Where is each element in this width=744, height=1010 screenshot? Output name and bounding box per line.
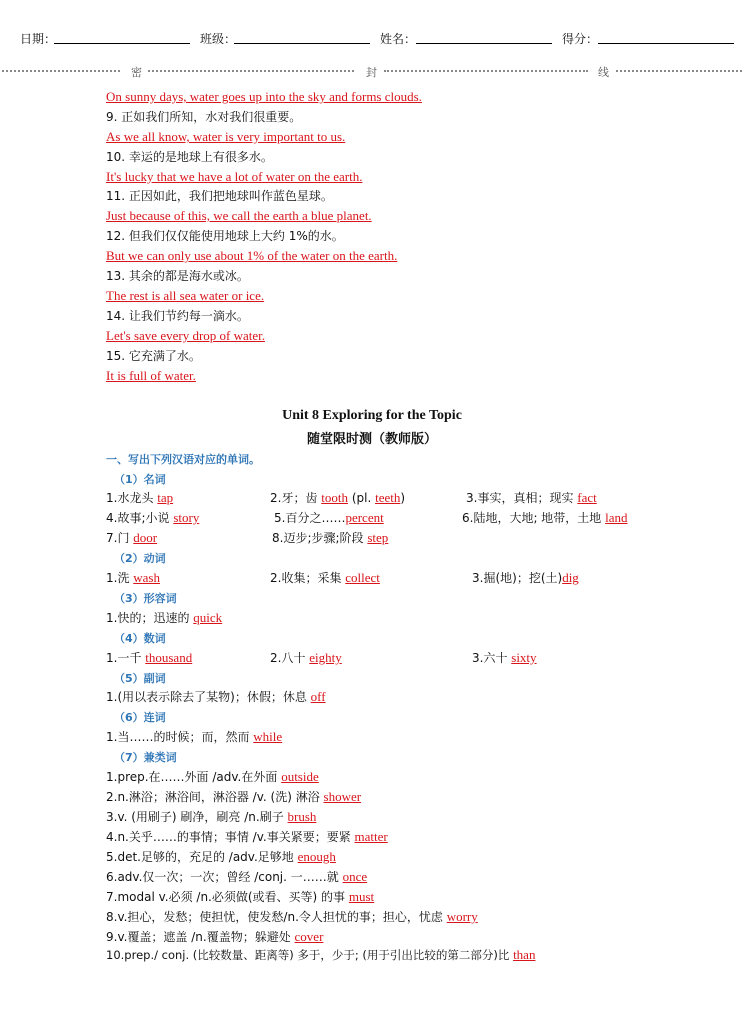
- vocab-item: [106, 947, 535, 963]
- item-prompt: 2.八十: [270, 651, 310, 665]
- item-answer: land: [605, 510, 628, 525]
- section-heading: 一、写出下列汉语对应的单词。: [106, 453, 260, 466]
- item-answer: tooth: [321, 490, 348, 505]
- vocab-item: [106, 908, 478, 925]
- translation-answer: [106, 368, 196, 384]
- translation-prompt: 15. 它充满了水。: [106, 349, 201, 363]
- category-adverb: （5）副词: [114, 672, 166, 685]
- translation-answer: [106, 169, 362, 185]
- translation-prompt: 13. 其余的都是海水或冰。: [106, 269, 249, 283]
- item-answer: must: [348, 889, 375, 904]
- vocab-item: [270, 489, 405, 506]
- item-answer: outside: [281, 769, 319, 784]
- date-field[interactable]: [54, 43, 190, 44]
- answer-text: On sunny days, water goes up into the sky and forms clouds.: [106, 89, 422, 104]
- item-answer: collect: [345, 570, 380, 585]
- answer-text: The rest is all sea water or ice.: [106, 288, 265, 303]
- item-prompt: 5.det.足够的，充足的 /adv.足够地: [106, 850, 298, 864]
- item-prompt: 1.水龙头: [106, 491, 158, 505]
- vocab-item: [270, 569, 380, 586]
- translation-answer: [106, 328, 265, 344]
- translation-prompt: 10. 幸运的是地球上有很多水。: [106, 150, 273, 164]
- category-verb: （2）动词: [114, 552, 166, 565]
- item-answer: door: [133, 530, 158, 545]
- item-answer: wash: [133, 570, 160, 585]
- item-prompt: 1.prep.在……外面 /adv.在外面: [106, 770, 282, 784]
- item-prompt: 10.prep./ conj. (比较数量、距离等) 多于，少于; (用于引出比较的第二部分)比: [106, 948, 514, 962]
- answer-text: Let's save every drop of water.: [106, 328, 266, 343]
- item-prompt: 2.n.淋浴；淋浴间，淋浴器 /v. (洗) 淋浴: [106, 790, 324, 804]
- vocab-item: [106, 509, 199, 526]
- translation-answer: [106, 208, 372, 224]
- item-prompt: 8.迈步;步骤;阶段: [272, 531, 368, 545]
- exam-header: [0, 30, 744, 50]
- unit-title: Unit 8 Exploring for the Topic: [282, 408, 462, 423]
- vocab-item: [106, 569, 160, 586]
- item-prompt: 9.v.覆盖；遮盖 /n.覆盖物；躲避处: [106, 930, 295, 944]
- category-conjunction: （6）连词: [114, 711, 166, 724]
- item-answer: worry: [446, 909, 478, 924]
- item-answer: fact: [577, 490, 597, 505]
- score-label: 得分：: [562, 32, 599, 46]
- vocab-item: [106, 529, 157, 546]
- vocab-item: [106, 928, 323, 945]
- item-prompt: 2.牙；齿: [270, 491, 322, 505]
- item-answer: sixty: [511, 650, 537, 665]
- item-answer: tap: [157, 490, 174, 505]
- translation-answer: [106, 288, 264, 304]
- item-prompt: 1.洗: [106, 571, 134, 585]
- item-answer: shower: [323, 789, 362, 804]
- item-answer: than: [513, 947, 536, 962]
- item-prompt: 5.百分之……: [274, 511, 346, 525]
- item-answer: brush: [287, 809, 317, 824]
- vocab-item: [106, 848, 336, 865]
- vocab-item: [462, 509, 628, 526]
- item-prompt: 1.快的；迅速的: [106, 611, 194, 625]
- translation-prompt: 14. 让我们节约每一滴水。: [106, 309, 249, 323]
- vocab-item: [274, 509, 384, 526]
- item-answer: enough: [297, 849, 336, 864]
- seal-line: [0, 64, 744, 78]
- vocab-item: [472, 569, 579, 586]
- item-prompt: 3.事实，真相；现实: [466, 491, 578, 505]
- item-answer: off: [310, 689, 326, 704]
- item-answer: cover: [294, 929, 324, 944]
- seal-char-3: 线: [598, 66, 609, 79]
- date-label: 日期：: [20, 32, 57, 46]
- answer-text: But we can only use about 1% of the water on the earth.: [106, 248, 398, 263]
- category-noun: （1）名词: [114, 473, 166, 486]
- answer-text: Just because of this, we call the earth a blue planet.: [106, 208, 372, 223]
- name-field[interactable]: [416, 43, 552, 44]
- seal-char-1: 密: [131, 66, 142, 79]
- vocab-item: [106, 888, 374, 905]
- item-prompt: 2.收集；采集: [270, 571, 346, 585]
- vocab-item: [106, 788, 361, 805]
- vocab-item: [466, 489, 597, 506]
- item-prompt: 6.陆地，大地; 地带，土地: [462, 511, 606, 525]
- class-label: 班级：: [200, 32, 237, 46]
- item-answer: while: [253, 729, 283, 744]
- item-prompt: 1.当……的时候；而，然而: [106, 730, 254, 744]
- class-field[interactable]: [234, 43, 370, 44]
- translation-answer: [106, 129, 345, 145]
- item-prompt: 7.门: [106, 531, 134, 545]
- vocab-item: [106, 649, 192, 666]
- translation-prompt: 9. 正如我们所知，水对我们很重要。: [106, 110, 302, 124]
- item-prompt: 1.一千: [106, 651, 146, 665]
- seal-divider: [616, 70, 742, 72]
- vocab-item: [106, 688, 326, 705]
- item-answer: thousand: [145, 650, 193, 665]
- category-multi: （7）兼类词: [114, 751, 177, 764]
- vocab-item: [106, 489, 173, 506]
- item-answer: step: [367, 530, 389, 545]
- answer-text: It's lucky that we have a lot of water on the earth.: [106, 169, 363, 184]
- item-prompt: 3.v. (用刷子) 刷净，刷亮 /n.刷子: [106, 810, 288, 824]
- item-prompt: 6.adv.仅一次；一次；曾经 /conj. 一……就: [106, 870, 343, 884]
- item-answer: eighty: [309, 650, 342, 665]
- translation-answer: [106, 89, 422, 105]
- item-prompt: 8.v.担心，发愁；使担忧，使发愁/n.令人担忧的事；担心，忧虑: [106, 910, 447, 924]
- seal-divider: [148, 70, 354, 72]
- item-prompt: 4.故事;小说: [106, 511, 174, 525]
- vocab-item: [472, 649, 537, 666]
- item-prompt: 3.六十: [472, 651, 512, 665]
- item-answer: story: [173, 510, 200, 525]
- category-numeral: （4）数词: [114, 632, 166, 645]
- seal-char-2: 封: [366, 66, 377, 79]
- item-note: ): [400, 491, 406, 505]
- vocab-item: [106, 808, 316, 825]
- translation-prompt: 11. 正因如此，我们把地球叫作蓝色星球。: [106, 189, 333, 203]
- item-prompt: 1.(用以表示除去了某物)；休假；休息: [106, 690, 311, 704]
- vocab-item: [106, 768, 319, 785]
- item-prompt: 4.n.关乎……的事情；事情 /v.事关紧要；要紧: [106, 830, 355, 844]
- answer-text: As we all know, water is very important to us.: [106, 129, 346, 144]
- translation-prompt: 12. 但我们仅仅能使用地球上大约 1%的水。: [106, 229, 344, 243]
- vocab-item: [106, 728, 282, 745]
- unit-subtitle: 随堂限时测（教师版）: [306, 432, 437, 447]
- seal-divider: [2, 70, 120, 72]
- category-adjective: （3）形容词: [114, 592, 177, 605]
- vocab-item: [106, 828, 388, 845]
- vocab-item: [106, 868, 367, 885]
- vocab-item: [270, 649, 342, 666]
- translation-answer: [106, 248, 397, 264]
- score-field[interactable]: [598, 43, 734, 44]
- item-answer: teeth: [375, 490, 401, 505]
- item-note: (pl.: [348, 491, 376, 505]
- item-answer: matter: [354, 829, 388, 844]
- item-prompt: 3.掘(地)；挖(土): [472, 571, 563, 585]
- answer-text: It is full of water.: [106, 368, 196, 383]
- item-answer: percent: [345, 510, 384, 525]
- item-answer: once: [342, 869, 368, 884]
- item-answer: quick: [193, 610, 223, 625]
- name-label: 姓名：: [380, 32, 417, 46]
- vocab-item: [272, 529, 388, 546]
- vocab-item: [106, 609, 222, 626]
- item-answer: dig: [562, 570, 579, 585]
- seal-divider: [384, 70, 588, 72]
- item-prompt: 7.modal v.必须 /n.必须做(或看、买等) 的事: [106, 890, 349, 904]
